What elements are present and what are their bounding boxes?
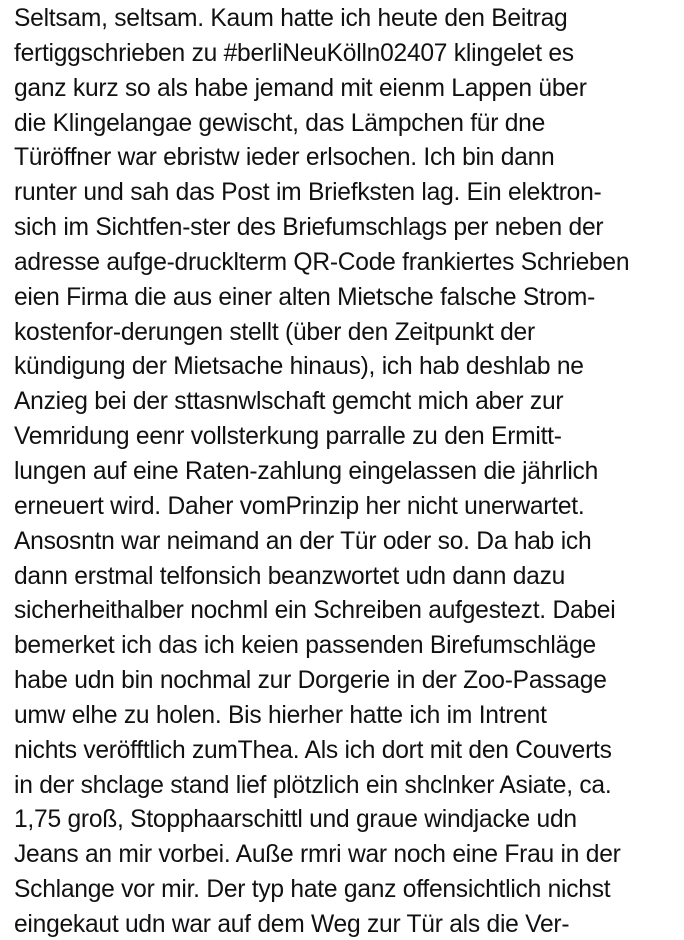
text-line: kündigung der Mietsache hinaus), ich hab deshlab ne	[14, 353, 584, 381]
text-line: kostenfor-derungen stellt (über den Zeitpunkt der	[14, 318, 535, 346]
text-line: sicherheithalber nochml ein Schreiben aufgestezt. Dabei	[14, 597, 616, 625]
text-line: ganz kurz so als habe jemand mit eienm Lappen über	[14, 74, 587, 102]
text-line: fertiggschrieben zu #berliNeuKölln02407 klingelet es	[14, 39, 574, 67]
text-line: dann erstmal telfonsich beanzwortet udn dann dazu	[14, 562, 566, 590]
text-line: erneuert wird. Daher vomPrinzip her nicht unerwartet.	[14, 492, 585, 520]
text-line: nichts veröfftlich zumThea. Als ich dort mit den Couverts	[14, 736, 612, 764]
text-line: Schlange vor mir. Der typ hate ganz offensichtlich nichst	[14, 876, 611, 904]
text-line: eien Firma die aus einer alten Mietsche falsche Strom-	[14, 283, 596, 311]
text-line: bemerket ich das ich keien passenden Birefumschläge	[14, 632, 596, 660]
text-line: Anzieg bei der sttasnwlschaft gemcht mich aber zur	[14, 388, 564, 416]
text-line: adresse aufge-drucklterm QR-Code frankiertes Schrieben	[14, 248, 630, 276]
text-line: sich im Sichtfen-ster des Briefumschlags per neben der	[14, 214, 604, 242]
text-line: lungen auf eine Raten-zahlung eingelassen die jährlich	[14, 457, 599, 485]
text-line: runter und sah das Post im Briefksten lag. Ein elektron-	[14, 179, 602, 207]
text-line: Seltsam, seltsam. Kaum hatte ich heute den Beitrag	[14, 5, 568, 32]
text-line: habe udn bin nochmal zur Dorgerie in der Zoo-Passage	[14, 667, 607, 695]
text-line: die Klingelangae gewischt, das Lämpchen für dne	[14, 109, 546, 137]
text-line: in der shclage stand lief plötzlich ein shclnker Asiate, ca.	[14, 771, 612, 799]
text-line: 1,75 groß, Stopphaarschittl und graue windjacke udn	[14, 806, 577, 834]
text-line: Ansosntn war neimand an der Tür oder so. Da hab ich	[14, 527, 592, 555]
text-line: Vemridung eenr vollsterkung parralle zu den Ermitt-	[14, 423, 562, 451]
text-line: umw elhe zu holen. Bis hierher hatte ich im Intrent	[14, 701, 547, 729]
text-line: eingekaut udn war auf dem Weg zur Tür als die Ver-	[14, 910, 570, 938]
text-line: Türöffner war ebristw ieder erlsochen. Ich bin dann	[14, 144, 555, 172]
text-line: Jeans an mir vorbei. Auße rmri war noch eine Frau in der	[14, 841, 621, 869]
text-block	[14, 2, 682, 940]
